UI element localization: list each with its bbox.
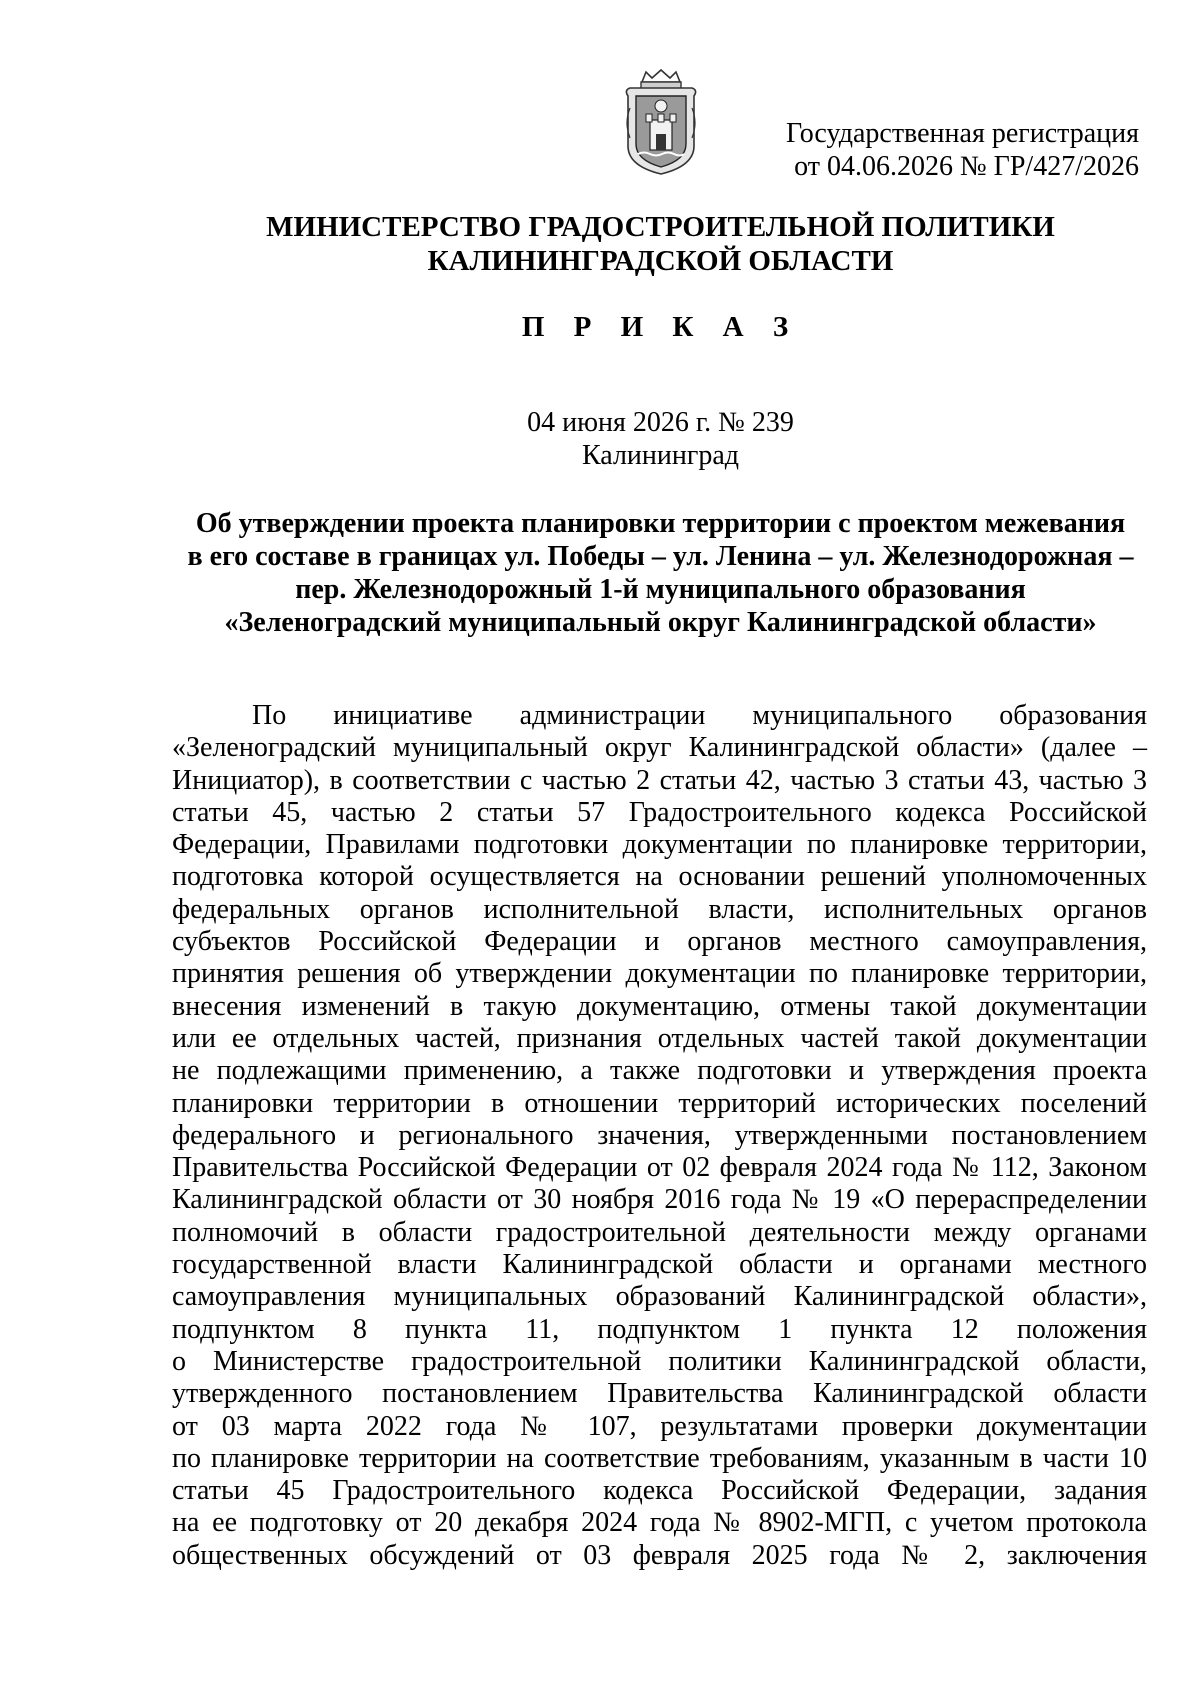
- body-line: полномочий в области градостроительной деятельности между органами: [172, 1216, 1147, 1248]
- document-type-heading: П Р И К А З: [521, 311, 800, 343]
- body-line: общественных обсуждений от 03 февраля 2025 года № 2, заключения: [172, 1539, 1147, 1571]
- body-line: подпунктом 8 пункта 11, подпунктом 1 пункта 12 положения: [172, 1313, 1147, 1345]
- subject-line4: «Зеленоградский муниципальный округ Калининградской области»: [224, 607, 1097, 638]
- subject-line1: Об утверждении проекта планировки территории с проектом межевания: [195, 508, 1126, 539]
- body-line: федеральных органов исполнительной власти, исполнительных органов: [172, 893, 1147, 925]
- ministry-title-line1: МИНИСТЕРСТВО ГРАДОСТРОИТЕЛЬНОЙ ПОЛИТИКИ: [266, 211, 1055, 243]
- registration-label: Государственная регистрация: [786, 118, 1139, 149]
- subject-line2: в его составе в границах ул. Победы – ул. Ленина – ул. Железнодорожная –: [187, 541, 1134, 572]
- body-line: планировки территории в отношении территорий исторических поселений: [172, 1087, 1147, 1119]
- body-line: самоуправления муниципальных образований Калининградской области»,: [172, 1281, 1147, 1313]
- body-line: Инициатор), в соответствии с частью 2 статьи 42, частью 3 статьи 43, частью 3: [172, 764, 1147, 796]
- preamble-paragraph: [172, 700, 1147, 1572]
- body-line: статьи 45, частью 2 статьи 57 Градостроительного кодекса Российской: [172, 796, 1147, 828]
- subject-line3: пер. Железнодорожный 1-й муниципального образования: [295, 574, 1026, 605]
- body-line: Правительства Российской Федерации от 02 февраля 2024 года № 112, Законом: [172, 1152, 1147, 1184]
- body-line: не подлежащими применению, а также подготовки и утверждения проекта: [172, 1055, 1147, 1087]
- body-line: о Министерстве градостроительной политики Калининградской области,: [172, 1345, 1147, 1377]
- registration-date-number: от 04.06.2026 № ГР/427/2026: [794, 151, 1139, 182]
- state-registration-block: [619, 117, 1139, 183]
- body-line: Федерации, Правилами подготовки документации по планировке территории,: [172, 829, 1147, 861]
- body-line: утвержденного постановлением Правительства Калининградской области: [172, 1378, 1147, 1410]
- ministry-title: [0, 210, 1200, 278]
- body-line: по планировке территории на соответствие требованиям, указанным в части 10: [172, 1442, 1147, 1474]
- ministry-title-line2: КАЛИНИНГРАДСКОЙ ОБЛАСТИ: [427, 245, 894, 277]
- body-line: от 03 марта 2022 года № 107, результатами проверки документации: [172, 1410, 1147, 1442]
- body-line: или ее отдельных частей, признания отдельных частей такой документации: [172, 1022, 1147, 1054]
- body-line: «Зеленоградский муниципальный округ Калининградской области» (далее –: [172, 732, 1147, 764]
- body-line: государственной власти Калининградской области и органами местного: [172, 1249, 1147, 1281]
- order-subject-heading: [170, 507, 1151, 639]
- body-line: статьи 45 Градостроительного кодекса Российской Федерации, задания: [172, 1475, 1147, 1507]
- order-date-number: 04 июня 2026 г. № 239: [527, 407, 794, 438]
- body-line: Калининградской области от 30 ноября 2016 года № 19 «О перераспределении: [172, 1184, 1147, 1216]
- body-line: По инициативе администрации муниципального образования: [252, 700, 1147, 731]
- body-line: принятия решения об утверждении документации по планировке территории,: [172, 958, 1147, 990]
- body-line: на ее подготовку от 20 декабря 2024 года № 8902-МГП, с учетом протокола: [172, 1507, 1147, 1539]
- order-city: Калининград: [581, 440, 740, 471]
- body-line: внесения изменений в такую документацию, отмены такой документации: [172, 990, 1147, 1022]
- body-line: федерального и регионального значения, утвержденными постановлением: [172, 1119, 1147, 1151]
- body-line: субъектов Российской Федерации и органов местного самоуправления,: [172, 926, 1147, 958]
- order-date-block: [0, 406, 1200, 472]
- body-line: подготовка которой осуществляется на основании решений уполномоченных: [172, 861, 1147, 893]
